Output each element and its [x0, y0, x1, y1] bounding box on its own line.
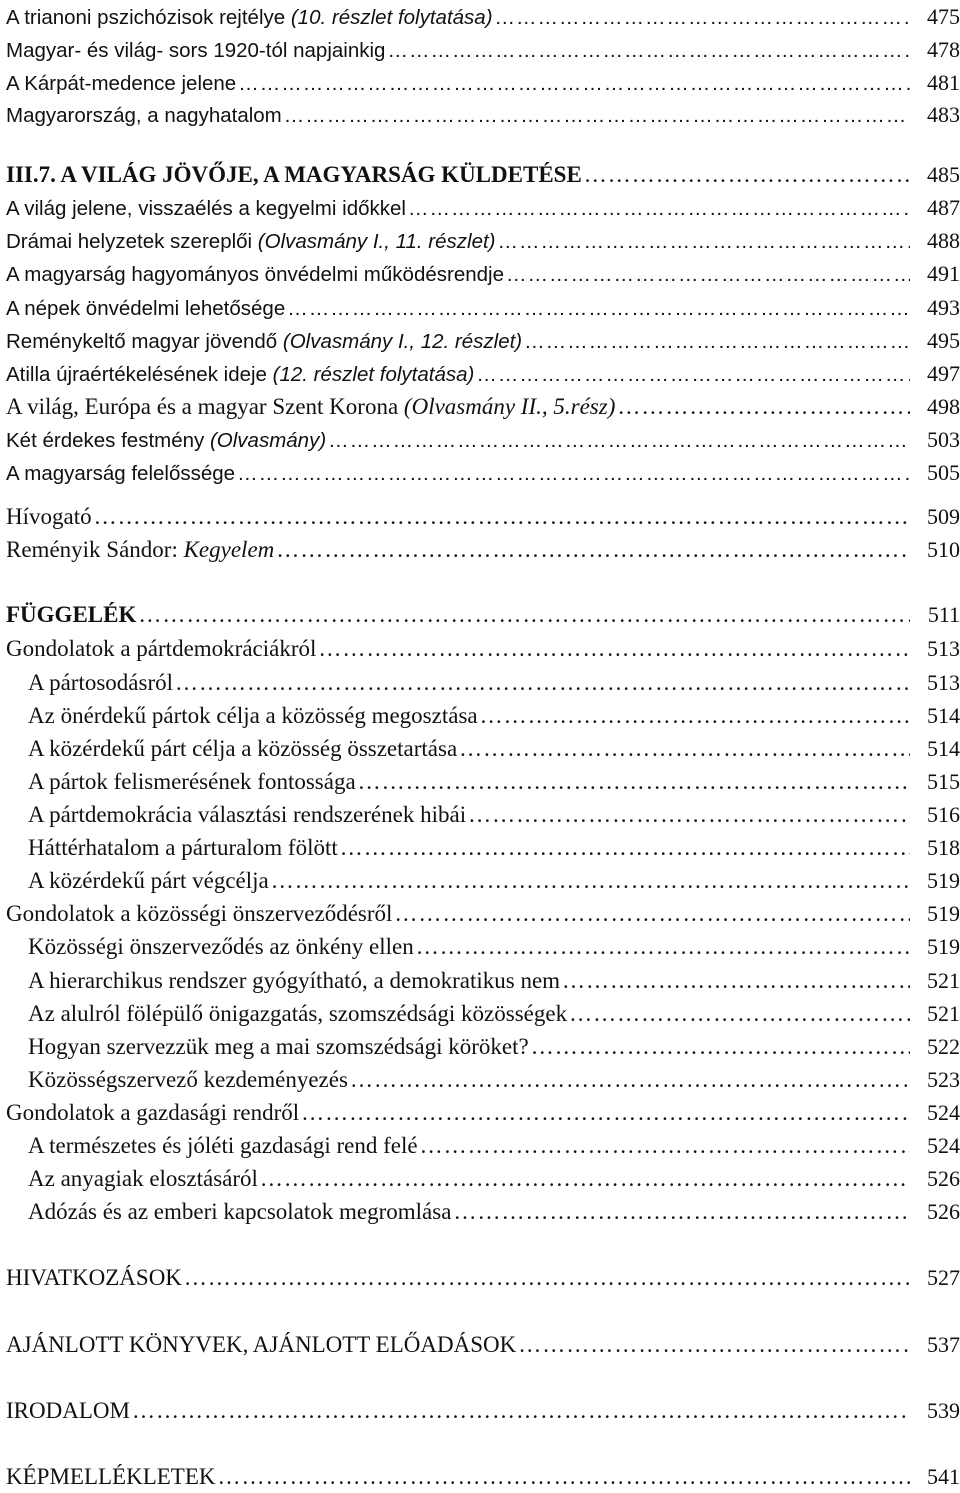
- toc-leader-dots: [524, 326, 910, 358]
- toc-leader-dots: [284, 100, 910, 132]
- toc-entry-title-text: Atilla újraértékelésének ideje: [6, 363, 273, 386]
- toc-entry-page-number: 524: [927, 1133, 960, 1158]
- toc-entry[interactable]: [28, 1130, 960, 1162]
- toc-entry-page-number: 527: [927, 1265, 960, 1290]
- toc-entry-page-number: 521: [927, 968, 960, 993]
- toc-entry-title-text: A közérdekű párt célja a közösség összetartása: [28, 736, 458, 761]
- toc-leader-dots: [238, 68, 910, 100]
- toc-entry-title-text: A Kárpát-medence jelene: [6, 72, 237, 95]
- toc-entry-title: [6, 326, 522, 358]
- toc-entry[interactable]: [6, 192, 960, 224]
- toc-entry-page-number: 541: [927, 1464, 960, 1489]
- toc-entry-title-text: HIVATKOZÁSOK: [6, 1265, 182, 1290]
- toc-entry-title: [6, 226, 496, 258]
- toc-entry-title-text: Gondolatok a gazdasági rendről: [6, 1100, 300, 1125]
- toc-entry-title: [28, 667, 173, 699]
- toc-leader-dots: [271, 865, 910, 897]
- toc-leader-dots: [350, 1064, 910, 1096]
- toc-entry-page-number: 495: [927, 328, 960, 353]
- toc-entry-page-number: 510: [927, 537, 960, 562]
- toc-entry[interactable]: [28, 766, 960, 798]
- toc-entry-page-number: 485: [927, 162, 960, 187]
- toc-entry-page-number: 509: [927, 504, 960, 529]
- toc-entry-title-text: Hogyan szervezzük meg a mai szomszédsági köröket?: [28, 1034, 529, 1059]
- toc-entry-page-number: 514: [927, 736, 960, 761]
- toc-leader-dots: [617, 391, 910, 423]
- toc-entry-title: [6, 425, 326, 457]
- toc-entry-title-italic: (Olvasmány II., 5.rész): [403, 394, 616, 419]
- toc-entry-title: [6, 1329, 516, 1361]
- toc-entry-page-number: 516: [927, 802, 960, 827]
- toc-leader-dots: [584, 159, 910, 191]
- toc-entry-page-number: 519: [927, 901, 960, 926]
- toc-leader-dots: [260, 1163, 910, 1195]
- toc-entry[interactable]: [6, 1262, 960, 1294]
- toc-entry[interactable]: [28, 1031, 960, 1063]
- toc-leader-dots: [518, 1329, 910, 1361]
- toc-entry-title-text: III.7. A VILÁG JÖVŐJE, A MAGYARSÁG KÜLDETÉSE: [6, 162, 582, 187]
- toc-entry-page-number: 487: [927, 195, 960, 220]
- toc-entry[interactable]: [28, 1196, 960, 1228]
- toc-entry-page-number: 475: [927, 4, 960, 29]
- toc-entry-page-number: 505: [927, 460, 960, 485]
- toc-leader-dots: [531, 1031, 910, 1063]
- toc-leader-dots: [453, 1196, 910, 1228]
- toc-entry-page-number: 537: [927, 1332, 960, 1357]
- toc-entry-page-number: 511: [927, 602, 960, 627]
- toc-entry-title-text: A hierarchikus rendszer gyógyítható, a demokratikus nem: [28, 968, 561, 993]
- toc-leader-dots: [394, 898, 910, 930]
- toc-entry[interactable]: [28, 733, 960, 765]
- toc-entry-title-text: IRODALOM: [6, 1398, 130, 1423]
- toc-leader-dots: [468, 799, 910, 831]
- toc-entry[interactable]: [6, 225, 960, 257]
- toc-entry[interactable]: [6, 898, 960, 930]
- toc-entry-title: [6, 2, 493, 34]
- toc-entry-title-text: A pártosodásról: [28, 670, 174, 695]
- toc-entry[interactable]: [28, 667, 960, 699]
- toc-entry-page-number: 481: [927, 70, 960, 95]
- toc-entry-page-number: 526: [927, 1199, 960, 1224]
- toc-leader-dots: [420, 1130, 910, 1162]
- toc-entry-title: [6, 1262, 182, 1294]
- toc-leader-dots: [328, 425, 910, 457]
- toc-entry-title-text: KÉPMELLÉKLETEK: [6, 1464, 216, 1489]
- toc-entry[interactable]: [28, 865, 960, 897]
- toc-entry-title: [28, 1196, 451, 1228]
- toc-entry[interactable]: [6, 67, 960, 99]
- toc-leader-dots: [562, 965, 910, 997]
- toc-entry-title: [28, 931, 414, 963]
- toc-entry-title-text: A világ jelene, visszaélés a kegyelmi időkkel: [6, 197, 406, 220]
- toc-entry[interactable]: [28, 931, 960, 963]
- toc-entry-title-italic: (Olvasmány I., 12. részlet): [282, 330, 523, 353]
- toc-leader-dots: [184, 1262, 910, 1294]
- toc-entry-page-number: 519: [927, 868, 960, 893]
- toc-entry[interactable]: [6, 1461, 960, 1493]
- toc-entry-title-text: Magyar- és világ- sors 1920-tól napjainkig: [6, 39, 386, 62]
- toc-entry[interactable]: [6, 391, 960, 423]
- toc-entry[interactable]: [6, 633, 960, 665]
- toc-entry-title-italic: (12. részlet folytatása): [272, 363, 475, 386]
- toc-entry-page-number: 522: [927, 1034, 960, 1059]
- toc-entry[interactable]: [6, 1097, 960, 1129]
- toc-entry-page-number: 513: [927, 670, 960, 695]
- toc-entry[interactable]: [6, 424, 960, 456]
- toc-entry-title-text: Reménykeltő magyar jövendő: [6, 330, 283, 353]
- toc-leader-dots: [218, 1461, 910, 1493]
- toc-entry[interactable]: [28, 799, 960, 831]
- toc-leader-dots: [340, 832, 910, 864]
- toc-entry-title-text: Drámai helyzetek szereplői: [6, 230, 258, 253]
- toc-entry-title-text: Közösségszervező kezdeményezés: [28, 1067, 348, 1092]
- toc-entry-page-number: 513: [927, 636, 960, 661]
- toc-entry-title-text: Adózás és az emberi kapcsolatok megromlása: [28, 1199, 452, 1224]
- toc-leader-dots: [138, 599, 910, 631]
- toc-entry-page-number: 518: [927, 835, 960, 860]
- toc-leader-dots: [175, 667, 910, 699]
- toc-entry-title-text: Az önérdekű pártok célja a közösség megosztása: [28, 703, 478, 728]
- toc-entry-title: [6, 599, 136, 631]
- toc-entry[interactable]: [28, 965, 960, 997]
- toc-entry-page-number: 523: [927, 1067, 960, 1092]
- toc-entry[interactable]: [6, 1329, 960, 1361]
- toc-entry-title-text: A magyarság hagyományos önvédelmi működésrendje: [6, 263, 504, 286]
- toc-entry-title: [6, 359, 474, 391]
- toc-entry-title-italic: (10. részlet folytatása): [290, 6, 493, 29]
- toc-entry[interactable]: [28, 998, 960, 1030]
- toc-entry-page-number: 497: [927, 361, 960, 386]
- toc-entry-title-text: Gondolatok a pártdemokráciákról: [6, 636, 317, 661]
- toc-entry[interactable]: [6, 501, 960, 533]
- toc-entry-title: [6, 1395, 130, 1427]
- toc-entry-title-text: A pártok felismerésének fontossága: [28, 769, 356, 794]
- toc-leader-dots: [408, 193, 910, 225]
- toc-entry-title: [6, 193, 406, 225]
- toc-entry-title: [28, 1130, 418, 1162]
- toc-entry-title: [6, 391, 615, 423]
- toc-entry-title: [6, 293, 285, 325]
- toc-entry-title: [6, 898, 392, 930]
- toc-entry-title: [28, 832, 338, 864]
- toc-entry[interactable]: [6, 457, 960, 489]
- toc-entry-title-text: A világ, Európa és a magyar Szent Korona: [6, 394, 404, 419]
- toc-entry-page-number: 539: [927, 1398, 960, 1423]
- toc-entry-title-text: Magyarország, a nagyhatalom: [6, 104, 282, 127]
- toc-entry-title: [6, 458, 235, 490]
- toc-leader-dots: [459, 733, 910, 765]
- toc-entry-title-text: FÜGGELÉK: [6, 602, 137, 627]
- toc-entry[interactable]: [6, 292, 960, 324]
- toc-entry-page-number: 521: [927, 1001, 960, 1026]
- toc-leader-dots: [318, 633, 910, 665]
- toc-leader-dots: [276, 534, 910, 566]
- toc-entry[interactable]: [6, 159, 960, 191]
- toc-entry[interactable]: [6, 99, 960, 131]
- toc-leader-dots: [506, 259, 910, 291]
- toc-leader-dots: [495, 2, 910, 34]
- toc-entry-title: [6, 633, 316, 665]
- toc-entry-title-text: Az anyagiak elosztásáról: [28, 1166, 258, 1191]
- toc-entry-title-text: A természetes és jóléti gazdasági rend felé: [28, 1133, 418, 1158]
- toc-entry-title: [6, 159, 582, 191]
- toc-entry-title: [6, 259, 504, 291]
- toc-entry[interactable]: [6, 1395, 960, 1427]
- toc-leader-dots: [132, 1395, 910, 1427]
- toc-entry[interactable]: [6, 325, 960, 357]
- toc-entry-title-text: Háttérhatalom a párturalom fölött: [28, 835, 338, 860]
- toc-leader-dots: [498, 226, 910, 258]
- toc-leader-dots: [476, 359, 910, 391]
- toc-entry[interactable]: [6, 534, 960, 566]
- toc-entry[interactable]: [28, 700, 960, 732]
- toc-entry-page-number: 526: [927, 1166, 960, 1191]
- toc-entry-title: [6, 534, 274, 566]
- toc-entry-title-text: A népek önvédelmi lehetősége: [6, 297, 286, 320]
- toc-leader-dots: [416, 931, 910, 963]
- toc-entry-title: [6, 1097, 299, 1129]
- toc-leader-dots: [569, 998, 910, 1030]
- toc-entry-page-number: 519: [927, 934, 960, 959]
- toc-leader-dots: [237, 458, 910, 490]
- toc-entry-title-text: A magyarság felelőssége: [6, 462, 236, 485]
- toc-entry-page-number: 491: [927, 261, 960, 286]
- toc-entry[interactable]: [28, 832, 960, 864]
- toc-leader-dots: [301, 1097, 910, 1129]
- toc-entry-title: [28, 1064, 348, 1096]
- toc-entry-title-text: AJÁNLOTT KÖNYVEK, AJÁNLOTT ELŐADÁSOK: [6, 1332, 517, 1357]
- toc-entry-title-text: A pártdemokrácia választási rendszerének hibái: [28, 802, 467, 827]
- toc-entry-title: [6, 35, 385, 67]
- toc-leader-dots: [94, 501, 910, 533]
- toc-leader-dots: [358, 766, 910, 798]
- toc-entry[interactable]: [28, 1064, 960, 1096]
- toc-leader-dots: [480, 700, 910, 732]
- toc-entry-title-text: Az alulról fölépülő önigazgatás, szomszédsági közösségek: [28, 1001, 568, 1026]
- toc-entry-page-number: 478: [927, 37, 960, 62]
- toc-entry-title: [6, 501, 92, 533]
- toc-entry-title: [28, 733, 457, 765]
- toc-entry-title: [28, 799, 466, 831]
- toc-entry-title: [28, 1031, 529, 1063]
- toc-entry-title: [28, 1163, 258, 1195]
- toc-entry-title: [28, 998, 567, 1030]
- toc-leader-dots: [287, 293, 910, 325]
- toc-entry-title: [6, 68, 236, 100]
- toc-entry[interactable]: [6, 1, 960, 33]
- toc-entry-title-text: Két érdekes festmény: [6, 429, 210, 452]
- toc-entry-page-number: 493: [927, 295, 960, 320]
- toc-entry-title-text: Reményik Sándor:: [6, 537, 184, 562]
- toc-entry[interactable]: [6, 358, 960, 390]
- toc-entry-title: [6, 1461, 216, 1493]
- toc-entry-title: [28, 766, 356, 798]
- toc-entry-page-number: 483: [927, 102, 960, 127]
- toc-entry-title-text: A trianoni pszichózisok rejtélye: [6, 6, 291, 29]
- toc-entry-title: [28, 700, 478, 732]
- toc-entry-title: [28, 865, 269, 897]
- toc-entry-page-number: 488: [927, 228, 960, 253]
- toc-entry-title-text: Közösségi önszerveződés az önkény ellen: [28, 934, 414, 959]
- toc-entry[interactable]: [6, 599, 960, 631]
- toc-entry-title-text: A közérdekű párt végcélja: [28, 868, 269, 893]
- toc-entry-title-italic: (Olvasmány I., 11. részlet): [257, 230, 496, 253]
- toc-entry-page-number: 514: [927, 703, 960, 728]
- toc-entry-title: [28, 965, 560, 997]
- toc-entry[interactable]: [6, 34, 960, 66]
- toc-entry-title-italic: (Olvasmány): [209, 429, 327, 452]
- toc-entry-title-text: Gondolatok a közösségi önszerveződésről: [6, 901, 393, 926]
- toc-entry[interactable]: [6, 258, 960, 290]
- toc-entry-page-number: 503: [927, 427, 960, 452]
- toc-entry-page-number: 498: [927, 394, 960, 419]
- toc-entry-title-italic: Kegyelem: [183, 537, 275, 562]
- toc-entry-title-text: Hívogató: [6, 504, 92, 529]
- toc-entry-title: [6, 100, 282, 132]
- toc-leader-dots: [387, 35, 910, 67]
- toc-entry[interactable]: [28, 1163, 960, 1195]
- toc-entry-page-number: 524: [927, 1100, 960, 1125]
- toc-entry-page-number: 515: [927, 769, 960, 794]
